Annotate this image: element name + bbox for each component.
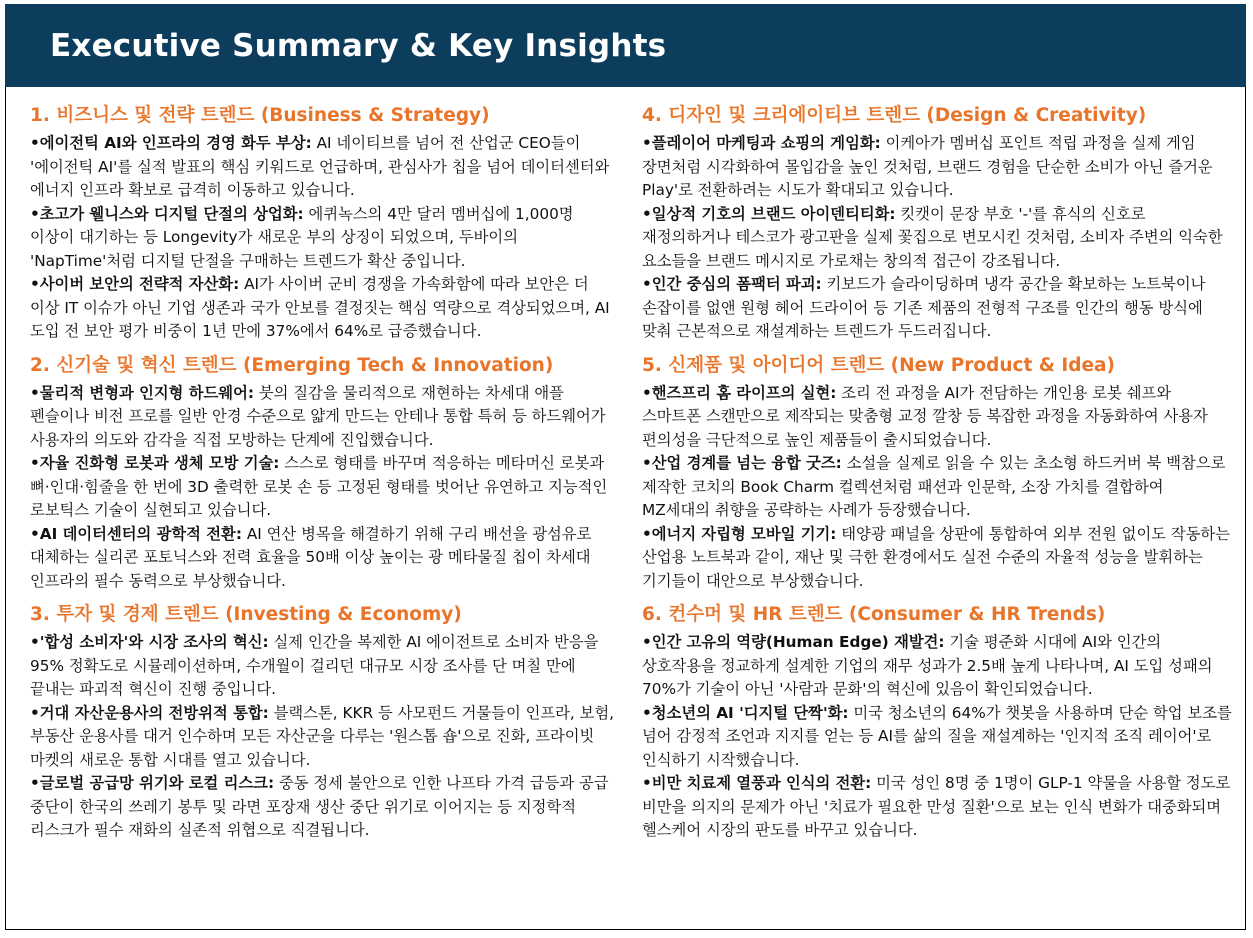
insight-item	[30, 382, 622, 453]
insight-text: 스스로 형태를 바꾸며 적응하는 메타머신 로봇과 뼈·인대·힘줄을 한 번에 3D 출력한 로봇 손 등 고정된 형태를 벗어난 유연하고 지능적인 로보틱스 기술이 실현되고 있습니다.	[30, 454, 608, 519]
insight-lead: •물리적 변형과 인지형 하드웨어:	[30, 383, 254, 402]
insight-item	[30, 523, 622, 594]
insight-text: 중동 정세 불안으로 인한 나프타 가격 급등과 공급 중단이 한국의 쓰레기 봉투 및 라면 포장재 생산 중단 위기로 이어지는 등 지정학적 리스크가 필수 재화의 실존적 위협으로 직결됩니다.	[30, 774, 609, 839]
insight-text: AI가 사이버 군비 경쟁을 가속화함에 따라 보안은 더 이상 IT 이슈가 아닌 기업 생존과 국가 안보를 결정짓는 핵심 역량으로 격상되었으며, AI 도입 전 보안 평가 비중이 1년 만에 37%에서 64%로 급증했습니다.	[30, 275, 610, 340]
insight-lead: •핸즈프리 홈 라이프의 실현:	[642, 383, 837, 402]
section-heading: 2. 신기술 및 혁신 트렌드 (Emerging Tech & Innovation)	[30, 354, 554, 376]
insight-item	[642, 631, 1232, 702]
insight-item	[30, 273, 622, 344]
insight-lead: •'합성 소비자'와 시장 조사의 혁신:	[30, 633, 269, 651]
section-heading: 1. 비즈니스 및 전략 트렌드 (Business & Strategy)	[30, 105, 490, 126]
insight-lead: •비만 치료제 열풍과 인식의 전환:	[642, 774, 872, 792]
section-heading: 5. 신제품 및 아이디어 트렌드 (New Product & Idea)	[642, 354, 1115, 376]
section-new-product	[642, 354, 1232, 594]
insight-text: AI 네이티브를 넘어 전 산업군 CEO들이 '에이전틱 AI'를 실적 발표의 핵심 키워드로 언급하며, 관심사가 칩을 넘어 데이터센터와 에너지 인프라 확보로 급격히 이동하고 있습니다.	[30, 134, 610, 199]
section-emerging-tech	[30, 354, 622, 594]
insight-text: 킷캣이 문장 부호 '-'를 휴식의 신호로 재정의하거나 테스코가 광고판을 실제 꽃집으로 변모시킨 것처럼, 소비자 주변의 익숙한 요소들을 브랜드 메시지로 가로채는 창의적 접근이 강조됩니다.	[642, 204, 1223, 270]
section-consumer-hr	[642, 603, 1232, 843]
insight-item	[30, 452, 622, 523]
insight-item	[642, 772, 1232, 843]
insight-text: 블랙스톤, KKR 등 사모펀드 거물들이 인프라, 보험, 부동산 운용사를 대거 인수하며 모든 자산군을 다루는 '원스톱 숍'으로 진화, 프라이빗 마켓의 새로운 통합 시대를 열고 있습니다.	[30, 703, 615, 769]
insight-lead: •에너지 자립형 모바일 기기:	[642, 524, 837, 543]
left-column	[30, 104, 622, 853]
insight-lead: •자율 진화형 로봇과 생체 모방 기술:	[30, 454, 280, 472]
insight-text: 소설을 실제로 읽을 수 있는 초소형 하드커버 북 백참으로 제작한 코치의 Book Charm 컬렉션처럼 패션과 인문학, 소장 가치를 결합하여 MZ세대의 취향을 공략하는 사례가 등장했습니다.	[642, 454, 1226, 519]
insight-lead: •사이버 보안의 전략적 자산화:	[30, 275, 240, 293]
insight-item	[642, 132, 1232, 203]
section-business-strategy	[30, 104, 622, 344]
insight-text: 태양광 패널을 상판에 통합하여 외부 전원 없이도 작동하는 산업용 노트북과 같이, 재난 및 극한 환경에서도 실전 수준의 자율적 성능을 발휘하는 기기들이 대안으로 부상했습니다.	[642, 524, 1230, 590]
insight-text: 에퀴녹스의 4만 달러 멤버십에 1,000명 이상이 대기하는 등 Longevity가 새로운 부의 상징이 되었으며, 두바이의 'NapTime'처럼 디지털 단절을 구매하는 트렌드가 확산 중입니다.	[30, 204, 574, 270]
insight-lead: •초고가 웰니스와 디지털 단절의 상업화:	[30, 204, 304, 223]
insight-text: 키보드가 슬라이딩하며 냉각 공간을 확보하는 노트북이나 손잡이를 없앤 원형 헤어 드라이어 등 기존 제품의 전형적 구조를 인간의 행동 방식에 맞춰 근본적으로 재설계하는 트렌드가 두드러집니다.	[642, 275, 1206, 340]
insight-lead: •인간 고유의 역량(Human Edge) 재발견:	[642, 633, 945, 651]
insight-item	[642, 523, 1232, 594]
insight-lead: •에이전틱 AI와 인프라의 경영 화두 부상:	[30, 134, 312, 152]
insight-item	[30, 631, 622, 702]
insight-lead: •청소년의 AI '디지털 단짝'화:	[642, 703, 849, 722]
insight-lead: •일상적 기호의 브랜드 아이덴티티화:	[642, 204, 896, 223]
section-heading: 4. 디자인 및 크리에이티브 트렌드 (Design & Creativity)	[642, 105, 1147, 126]
section-heading: 3. 투자 및 경제 트렌드 (Investing & Economy)	[30, 604, 462, 625]
insight-item	[642, 452, 1232, 523]
insight-item	[642, 203, 1232, 274]
insight-item	[642, 382, 1232, 453]
section-design-creativity	[642, 104, 1232, 344]
insight-lead: •거대 자산운용사의 전방위적 통합:	[30, 703, 269, 722]
title-banner	[5, 4, 1246, 87]
insight-lead: •플레이어 마케팅과 쇼핑의 게임화:	[642, 134, 881, 152]
insight-item	[642, 702, 1232, 773]
insight-item	[30, 132, 622, 203]
right-column	[642, 104, 1232, 853]
insight-item	[642, 273, 1232, 344]
insight-lead: •산업 경계를 넘는 융합 굿즈:	[642, 454, 842, 472]
insight-lead: •글로벌 공급망 위기와 로컬 리스크:	[30, 774, 275, 792]
insight-item	[30, 772, 622, 843]
insight-text: 미국 청소년의 64%가 챗봇을 사용하며 단순 학업 보조를 넘어 감정적 조언과 지지를 얻는 등 AI를 삶의 질을 재설계하는 '인지적 조직 레이어'로 인식하기 시작했습니다.	[642, 703, 1232, 769]
insight-text: 미국 성인 8명 중 1명이 GLP-1 약물을 사용할 정도로 비만을 의지의 문제가 아닌 '치료가 필요한 만성 질환'으로 보는 인식 변화가 대중화되며 헬스케어 시장의 판도를 바꾸고 있습니다.	[642, 774, 1231, 839]
insight-text: 기술 평준화 시대에 AI와 인간의 상호작용을 정교하게 설계한 기업의 재무 성과가 2.5배 높게 나타나며, AI 도입 성패의 70%가 기술이 아닌 '사람과 문화'의 혁신에 있음이 확인되었습니다.	[642, 633, 1213, 698]
insight-lead: •AI 데이터센터의 광학적 전환:	[30, 524, 242, 543]
section-investing-economy	[30, 603, 622, 843]
insight-text: AI 연산 병목을 해결하기 위해 구리 배선을 광섬유로 대체하는 실리콘 포토닉스와 전력 효율을 50배 이상 높이는 광 메타물질 칩이 차세대 인프라의 필수 동력으로 부상했습니다.	[30, 524, 592, 590]
section-heading: 6. 컨수머 및 HR 트렌드 (Consumer & HR Trends)	[642, 604, 1106, 625]
insight-lead: •인간 중심의 폼팩터 파괴:	[642, 275, 822, 293]
insight-text: 조리 전 과정을 AI가 전담하는 개인용 로봇 쉐프와 스마트폰 스캔만으로 제작되는 맞춤형 교정 깔창 등 복잡한 과정을 자동화하여 사용자 편의성을 극단적으로 높인 제품들이 출시되었습니다.	[642, 383, 1208, 449]
insight-item	[30, 203, 622, 274]
page-title: Executive Summary & Key Insights	[50, 27, 667, 64]
insight-text: 붓의 질감을 물리적으로 재현하는 차세대 애플 펜슬이나 비전 프로를 일반 안경 수준으로 얇게 만드는 안테나 통합 특허 등 하드웨어가 사용자의 의도와 감각을 직접 모방하는 단계에 진입했습니다.	[30, 383, 606, 449]
insight-text: 실제 인간을 복제한 AI 에이전트로 소비자 반응을 95% 정확도로 시뮬레이션하며, 수개월이 걸리던 대규모 시장 조사를 단 며칠 만에 끝내는 파괴적 혁신이 진행 중입니다.	[30, 633, 599, 698]
insight-text: 이케아가 멤버십 포인트 적립 과정을 실제 게임 장면처럼 시각화하여 몰입감을 높인 것처럼, 브랜드 경험을 단순한 소비가 아닌 즐거운 Play'로 전환하려는 시도가 확대되고 있습니다.	[642, 134, 1213, 199]
insight-item	[30, 702, 622, 773]
